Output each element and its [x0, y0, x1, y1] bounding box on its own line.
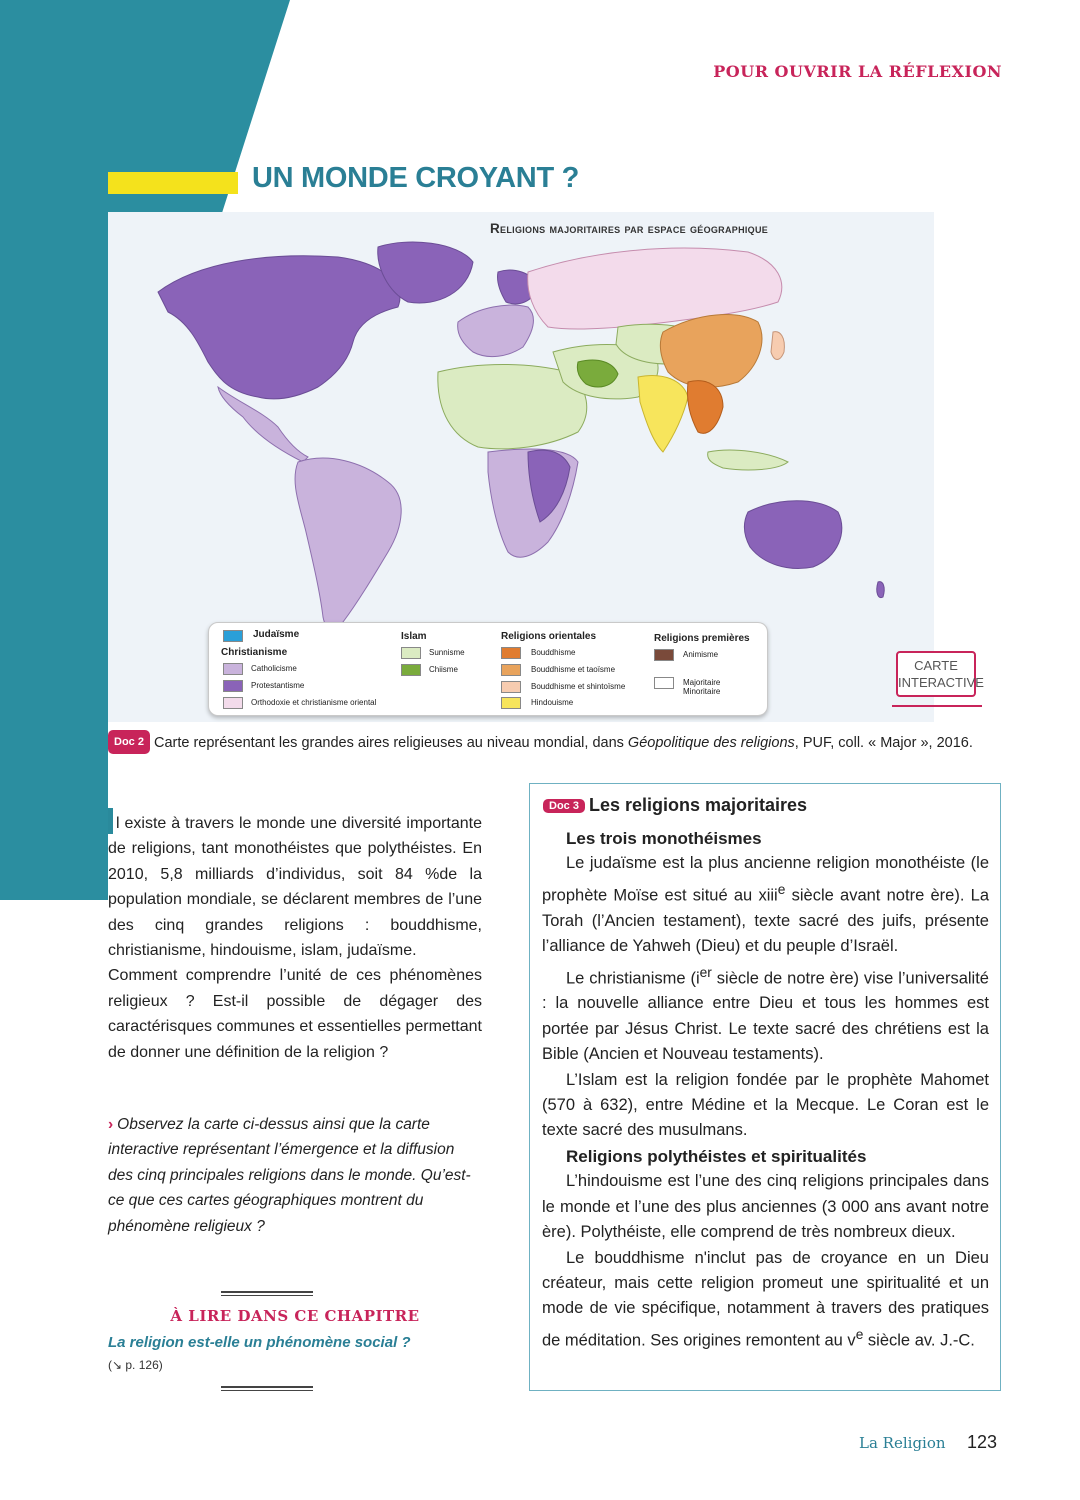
interactive-map-label-2: INTERACTIVE [898, 675, 984, 690]
interactive-map-underline [892, 705, 982, 707]
doc3-p2-sup: er [699, 964, 712, 980]
map-region-north-america [158, 256, 400, 399]
map-region-japan [771, 332, 784, 360]
swatch-judaism [223, 630, 243, 642]
page-number: 123 [967, 1432, 998, 1452]
doc3-paragraph-islam: L’Islam est la religion fondée par le prophète Mahomet (570 à 632), entre Médine et la Mecque. Le Coran est le texte sacré des musulmans. [542, 1070, 989, 1140]
legend-buddhism-shinto: Bouddhisme et shintoïsme [531, 682, 626, 691]
legend-minority: Minoritaire [683, 687, 721, 696]
doc3-header [543, 795, 807, 816]
legend-buddhism-taoism: Bouddhisme et taoïsme [531, 665, 616, 674]
doc3-p2-text: Le christianisme (i [566, 969, 700, 988]
dropcap-marker [108, 808, 113, 834]
intro-question: Comment comprendre l’unité de ces phénomènes religieux ? Est-il possible de dégager des caractérisques communes et essentielles permettant de donner une définition de la religion ? [108, 967, 482, 1061]
map-region-south-america [295, 458, 401, 629]
doc3-heading-monotheisms: Les trois monothéismes [566, 829, 762, 848]
doc2-caption-end: , PUF, coll. « Major », 2016. [794, 735, 973, 751]
swatch-protestantism [223, 680, 243, 692]
map-title: Religions majoritaires par espace géographique [490, 221, 769, 236]
map-region-southeast-asia [687, 381, 723, 434]
map-region-new-zealand [877, 582, 884, 598]
swatch-buddhism-taoism [501, 664, 521, 676]
legend-christianity: Christianisme [221, 647, 288, 658]
legend-islam: Islam [401, 631, 427, 642]
swatch-hinduism [501, 697, 521, 709]
section-kicker: POUR OUVRIR LA RÉFLEXION [713, 62, 1002, 81]
legend-majority: Majoritaire [683, 678, 721, 687]
divider-top [221, 1291, 313, 1296]
doc3-p1-text-end: siècle avant notre ère). La Torah (l’Ancien testament), texte sacré des juifs, présente l’alliance de Yahweh (Dieu) et du peuple d’Israël. [542, 886, 989, 956]
legend-hinduism: Hindouisme [531, 698, 574, 707]
a-lire-page-ref: (↘ p. 126) [108, 1358, 163, 1372]
a-lire-link[interactable]: La religion est-elle un phénomène social ? [108, 1334, 411, 1351]
swatch-animism [654, 649, 674, 661]
map-region-china [660, 315, 762, 388]
doc2-caption [108, 730, 988, 754]
footer-chapter-label: La Religion [859, 1434, 946, 1452]
doc3-p5-sup: e [855, 1326, 864, 1342]
a-lire-heading: À LIRE DANS CE CHAPITRE [170, 1307, 420, 1325]
interactive-map-label-1: CARTE [914, 658, 958, 673]
title-accent-bar [108, 172, 238, 194]
map-region-australia [744, 501, 841, 569]
page-title: UN MONDE CROYANT ? [252, 162, 580, 194]
doc3-body [542, 826, 989, 1354]
swatch-orthodoxy [223, 697, 243, 709]
activity-text: Observez la carte ci-dessus ainsi que la carte interactive représentant l’émergence et la diffusion des cinq principales religions dans le monde. Qu’est-ce que ces cartes géographiques montrent du phénomène religieux ? [108, 1116, 471, 1235]
map-region-indonesia [708, 450, 788, 470]
legend-orthodoxy: Orthodoxie et christianisme oriental [251, 698, 377, 707]
doc2-badge: Doc 2 [108, 730, 150, 754]
activity-instructions [108, 1112, 482, 1239]
doc3-paragraph-judaism [542, 851, 989, 959]
doc3-p1-text: Le judaïsme est la plus ancienne religion monothéiste (le prophète Moïse est situé au xiii [542, 854, 989, 905]
doc3-heading-polytheisms: Religions polythéistes et spiritualités [566, 1146, 867, 1166]
map-region-europe [458, 305, 534, 356]
intro-paragraph: l existe à travers le monde une diversité importante de religions, tant monothéistes que polythéistes. En 2010, 5,8 milliards d’individus, soit 84 %de la population mondiale, se déclarent membres de l’une des cinq grandes religions : bouddhisme, christianisme, hindouisme, islam, judaïsme. [108, 815, 482, 960]
doc2-caption-text: Carte représentant les grandes aires religieuses au niveau mondial, dans [153, 735, 628, 751]
doc3-p5-text: Le bouddhisme n'inclut pas de croyance en un Dieu créateur, mais cette religion promeut une spiritualité et un mode de vie spécifique, notamment à travers des pratiques de méditation. Ses origines remontent au v [542, 1248, 989, 1350]
doc3-p5-text-end: siècle av. J.-C. [863, 1331, 975, 1350]
swatch-majority [654, 677, 674, 689]
doc3-paragraph-christianity [542, 960, 989, 1068]
swatch-sunnism [401, 647, 421, 659]
doc3-badge: Doc 3 [543, 799, 585, 813]
legend-shiism: Chiisme [429, 665, 458, 674]
swatch-shiism [401, 664, 421, 676]
legend-sunnism: Sunnisme [429, 648, 465, 657]
legend-buddhism: Bouddhisme [531, 648, 576, 657]
legend-animism: Animisme [683, 650, 719, 659]
arrow-icon: › [108, 1116, 114, 1133]
doc2-caption-source: Géopolitique des religions [627, 735, 795, 751]
doc3-title: Les religions majoritaires [588, 795, 808, 815]
legend-protestantism: Protestantisme [251, 681, 305, 690]
legend-eastern: Religions orientales [501, 631, 597, 642]
doc3-p2-text-end: siècle de notre ère) vise l’universalité : la nouvelle alliance entre Dieu et tous les hommes est portée par Jésus Christ. Le texte sacré des chrétiens est la Bible (Ancien et Nouveau testaments). [542, 969, 989, 1064]
legend-first-religions: Religions premières [654, 633, 750, 644]
doc3-p1-sup: e [777, 881, 786, 897]
legend-catholicism: Catholicisme [251, 664, 297, 673]
doc3-paragraph-buddhism [542, 1246, 989, 1354]
swatch-buddhism-shinto [501, 681, 521, 693]
doc3-paragraph-hinduism: L’hindouisme est l’une des cinq religions principales dans le monde et l’une des plus anciennes (3 000 ans avant notre ère). Polythéiste, elle comprend de très nombreux dieux. [542, 1172, 989, 1242]
interactive-map-button[interactable] [896, 651, 984, 697]
map-region-india [638, 376, 688, 452]
intro-text [108, 808, 482, 1065]
divider-bottom [221, 1386, 313, 1391]
swatch-catholicism [223, 663, 243, 675]
map-legend [208, 622, 768, 716]
swatch-buddhism [501, 647, 521, 659]
legend-judaism: Judaïsme [253, 629, 300, 640]
